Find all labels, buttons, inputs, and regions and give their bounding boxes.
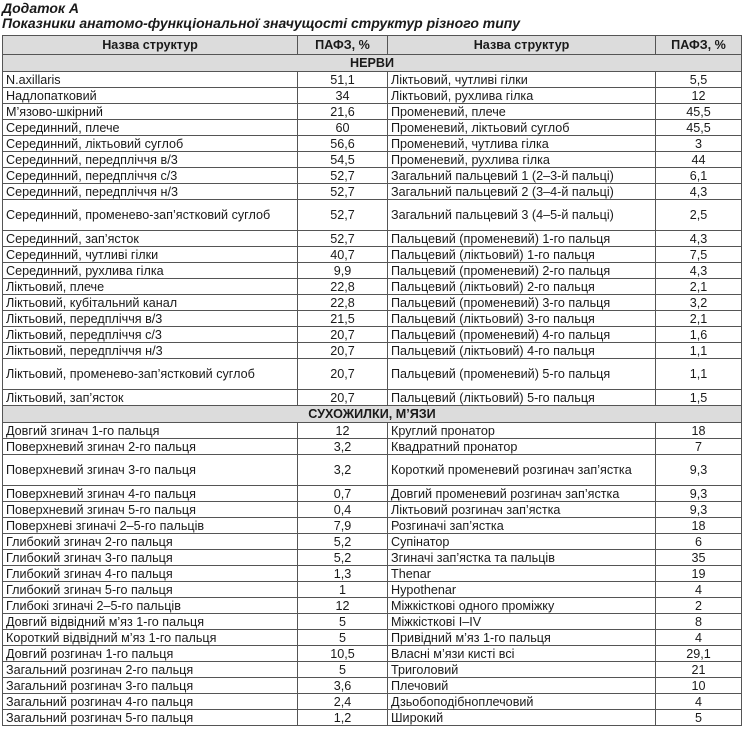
structure-name-cell: Загальний розгинач 5-го пальця	[3, 710, 298, 726]
structure-name-cell: Серединний, передпліччя в/3	[3, 152, 298, 168]
table-caption: Показники анатомо-функціональної значущості структур різного типу	[2, 15, 521, 31]
structure-name-cell: Широкий	[388, 710, 656, 726]
pafz-value-cell: 4,3	[656, 231, 742, 247]
structure-name-cell: М’язово-шкірний	[3, 104, 298, 120]
structure-name-cell: Променевий, плече	[388, 104, 656, 120]
table-row	[3, 390, 742, 406]
structure-name-cell: Ліктьовий, передпліччя с/3	[3, 327, 298, 343]
table-row	[3, 694, 742, 710]
pafz-value-cell: 5,2	[298, 534, 388, 550]
pafz-value-cell: 19	[656, 566, 742, 582]
pafz-value-cell: 4	[656, 694, 742, 710]
table-row	[3, 455, 742, 486]
pafz-value-cell: 22,8	[298, 295, 388, 311]
structure-name-cell: Надлопатковий	[3, 88, 298, 104]
pafz-value-cell: 2	[656, 598, 742, 614]
column-header-pafz-right: ПАФЗ, %	[656, 36, 742, 55]
pafz-value-cell: 1,3	[298, 566, 388, 582]
pafz-value-cell: 3,6	[298, 678, 388, 694]
structure-name-cell: Поверхневий згинач 5-го пальця	[3, 502, 298, 518]
table-row	[3, 279, 742, 295]
structure-name-cell: Короткий відвідний м’яз 1-го пальця	[3, 630, 298, 646]
pafz-value-cell: 3,2	[298, 439, 388, 455]
table-row	[3, 630, 742, 646]
pafz-value-cell: 52,7	[298, 200, 388, 231]
structure-name-cell: Поверхневий згинач 2-го пальця	[3, 439, 298, 455]
pafz-value-cell: 52,7	[298, 231, 388, 247]
structure-name-cell: Триголовий	[388, 662, 656, 678]
pafz-value-cell: 4,3	[656, 184, 742, 200]
structure-name-cell: Згиначі зап’ястка та пальців	[388, 550, 656, 566]
section-header-row	[3, 55, 742, 72]
table-row	[3, 327, 742, 343]
structure-name-cell: Круглий пронатор	[388, 423, 656, 439]
pafz-value-cell: 1,1	[656, 359, 742, 390]
pafz-value-cell: 9,9	[298, 263, 388, 279]
structure-name-cell: Довгий променевий розгинач зап’ястка	[388, 486, 656, 502]
table-row	[3, 152, 742, 168]
structure-name-cell: Довгий згинач 1-го пальця	[3, 423, 298, 439]
table-row	[3, 486, 742, 502]
structure-name-cell: Плечовий	[388, 678, 656, 694]
column-header-structure-right: Назва структур	[388, 36, 656, 55]
structure-name-cell: Пальцевий (променевий) 2-го пальця	[388, 263, 656, 279]
pafz-value-cell: 6,1	[656, 168, 742, 184]
table-row	[3, 343, 742, 359]
structure-name-cell: Серединний, променево-зап’ястковий суглоб	[3, 200, 298, 231]
table-body	[3, 55, 742, 726]
table-row	[3, 598, 742, 614]
structure-name-cell: Променевий, чутлива гілка	[388, 136, 656, 152]
pafz-value-cell: 40,7	[298, 247, 388, 263]
pafz-value-cell: 20,7	[298, 359, 388, 390]
table-row	[3, 200, 742, 231]
pafz-value-cell: 0,7	[298, 486, 388, 502]
table-row	[3, 168, 742, 184]
structure-name-cell: Пальцевий (ліктьовий) 2-го пальця	[388, 279, 656, 295]
structure-name-cell: Пальцевий (променевий) 1-го пальця	[388, 231, 656, 247]
table-row	[3, 120, 742, 136]
table-row	[3, 614, 742, 630]
pafz-value-cell: 1,5	[656, 390, 742, 406]
pafz-value-cell: 5,5	[656, 72, 742, 88]
pafz-value-cell: 2,4	[298, 694, 388, 710]
structure-name-cell: Променевий, ліктьовий суглоб	[388, 120, 656, 136]
column-header-structure-left: Назва структур	[3, 36, 298, 55]
structure-name-cell: N.axillaris	[3, 72, 298, 88]
appendix-title: Додаток А	[2, 0, 80, 16]
structure-name-cell: Загальний розгинач 2-го пальця	[3, 662, 298, 678]
structure-name-cell: Пальцевий (ліктьовий) 1-го пальця	[388, 247, 656, 263]
table-row	[3, 534, 742, 550]
structure-name-cell: Серединний, чутливі гілки	[3, 247, 298, 263]
structure-name-cell: Ліктьовий, чутливі гілки	[388, 72, 656, 88]
structure-name-cell: Пальцевий (ліктьовий) 4-го пальця	[388, 343, 656, 359]
table-row	[3, 311, 742, 327]
structure-name-cell: Короткий променевий розгинач зап’ястка	[388, 455, 656, 486]
structure-name-cell: Загальний пальцевий 3 (4–5-й пальці)	[388, 200, 656, 231]
pafz-value-cell: 34	[298, 88, 388, 104]
structure-name-cell: Ліктьовий розгинач зап’ястка	[388, 502, 656, 518]
table-row	[3, 566, 742, 582]
section-title: НЕРВИ	[3, 55, 742, 72]
section-title: СУХОЖИЛКИ, М’ЯЗИ	[3, 406, 742, 423]
table-row	[3, 72, 742, 88]
structure-name-cell: Пальцевий (променевий) 5-го пальця	[388, 359, 656, 390]
structure-name-cell: Ліктьовий, зап’ясток	[3, 390, 298, 406]
structure-name-cell: Глибокий згинач 3-го пальця	[3, 550, 298, 566]
pafz-value-cell: 21	[656, 662, 742, 678]
pafz-value-cell: 2,5	[656, 200, 742, 231]
structure-name-cell: Власні м’язи кисті всі	[388, 646, 656, 662]
structure-name-cell: Квадратний пронатор	[388, 439, 656, 455]
pafz-value-cell: 6	[656, 534, 742, 550]
structure-name-cell: Променевий, рухлива гілка	[388, 152, 656, 168]
table-row	[3, 662, 742, 678]
structure-name-cell: Ліктьовий, передпліччя в/3	[3, 311, 298, 327]
structure-name-cell: Глибокий згинач 5-го пальця	[3, 582, 298, 598]
pafz-value-cell: 35	[656, 550, 742, 566]
structure-name-cell: Глибокий згинач 2-го пальця	[3, 534, 298, 550]
table-row	[3, 359, 742, 390]
table-row	[3, 295, 742, 311]
table-row	[3, 582, 742, 598]
pafz-value-cell: 9,3	[656, 486, 742, 502]
structure-name-cell: Довгий розгинач 1-го пальця	[3, 646, 298, 662]
structure-name-cell: Ліктьовий, рухлива гілка	[388, 88, 656, 104]
structure-name-cell: Поверхневий згинач 4-го пальця	[3, 486, 298, 502]
pafz-value-cell: 20,7	[298, 327, 388, 343]
structure-name-cell: Серединний, ліктьовий суглоб	[3, 136, 298, 152]
pafz-value-cell: 1,1	[656, 343, 742, 359]
pafz-value-cell: 20,7	[298, 390, 388, 406]
structure-name-cell: Ліктьовий, плече	[3, 279, 298, 295]
pafz-value-cell: 4,3	[656, 263, 742, 279]
structure-name-cell: Серединний, передпліччя с/3	[3, 168, 298, 184]
pafz-value-cell: 12	[298, 423, 388, 439]
column-header-pafz-left: ПАФЗ, %	[298, 36, 388, 55]
table-row	[3, 710, 742, 726]
structure-name-cell: Серединний, передпліччя н/3	[3, 184, 298, 200]
pafz-value-cell: 51,1	[298, 72, 388, 88]
structure-name-cell: Hypothenar	[388, 582, 656, 598]
pafz-value-cell: 12	[656, 88, 742, 104]
structure-name-cell: Загальний розгинач 3-го пальця	[3, 678, 298, 694]
table-row	[3, 88, 742, 104]
structure-name-cell: Супінатор	[388, 534, 656, 550]
pafz-value-cell: 3	[656, 136, 742, 152]
pafz-value-cell: 5	[298, 630, 388, 646]
pafz-value-cell: 21,6	[298, 104, 388, 120]
pafz-value-cell: 3,2	[656, 295, 742, 311]
pafz-value-cell: 2,1	[656, 279, 742, 295]
pafz-value-cell: 60	[298, 120, 388, 136]
pafz-value-cell: 56,6	[298, 136, 388, 152]
pafz-value-cell: 7,9	[298, 518, 388, 534]
structure-name-cell: Міжкісткові I–IV	[388, 614, 656, 630]
pafz-value-cell: 22,8	[298, 279, 388, 295]
pafz-value-cell: 29,1	[656, 646, 742, 662]
pafz-value-cell: 5	[298, 662, 388, 678]
structure-name-cell: Пальцевий (ліктьовий) 3-го пальця	[388, 311, 656, 327]
table-row	[3, 439, 742, 455]
pafz-value-cell: 20,7	[298, 343, 388, 359]
structure-name-cell: Пальцевий (ліктьовий) 5-го пальця	[388, 390, 656, 406]
pafz-value-cell: 10,5	[298, 646, 388, 662]
structure-name-cell: Дзьобоподібноплечовий	[388, 694, 656, 710]
structure-name-cell: Серединний, рухлива гілка	[3, 263, 298, 279]
structure-name-cell: Загальний розгинач 4-го пальця	[3, 694, 298, 710]
structure-name-cell: Загальний пальцевий 2 (3–4-й пальці)	[388, 184, 656, 200]
pafz-value-cell: 3,2	[298, 455, 388, 486]
table-row	[3, 646, 742, 662]
structure-name-cell: Ліктьовий, променево-зап’ястковий суглоб	[3, 359, 298, 390]
table-row	[3, 502, 742, 518]
pafz-value-cell: 7,5	[656, 247, 742, 263]
table-row	[3, 136, 742, 152]
pafz-value-cell: 5	[656, 710, 742, 726]
structure-name-cell: Ліктьовий, кубітальний канал	[3, 295, 298, 311]
table-row	[3, 550, 742, 566]
table-row	[3, 518, 742, 534]
structure-name-cell: Серединний, зап’ясток	[3, 231, 298, 247]
structure-name-cell: Поверхневі згиначі 2–5-го пальців	[3, 518, 298, 534]
pafz-value-cell: 8	[656, 614, 742, 630]
pafz-value-cell: 1	[298, 582, 388, 598]
pafz-value-cell: 5,2	[298, 550, 388, 566]
pafz-value-cell: 4	[656, 582, 742, 598]
pafz-value-cell: 18	[656, 518, 742, 534]
pafz-value-cell: 7	[656, 439, 742, 455]
structure-name-cell: Серединний, плече	[3, 120, 298, 136]
structure-name-cell: Привідний м’яз 1-го пальця	[388, 630, 656, 646]
table-row	[3, 247, 742, 263]
pafz-value-cell: 9,3	[656, 455, 742, 486]
pafz-value-cell: 18	[656, 423, 742, 439]
pafz-value-cell: 1,2	[298, 710, 388, 726]
table-row	[3, 184, 742, 200]
structure-name-cell: Розгиначі зап’ястка	[388, 518, 656, 534]
structure-name-cell: Міжкісткові одного проміжку	[388, 598, 656, 614]
table-row	[3, 263, 742, 279]
structure-name-cell: Глибокий згинач 4-го пальця	[3, 566, 298, 582]
pafz-value-cell: 44	[656, 152, 742, 168]
pafz-value-cell: 52,7	[298, 184, 388, 200]
pafz-value-cell: 9,3	[656, 502, 742, 518]
structure-name-cell: Довгий відвідний м’яз 1-го пальця	[3, 614, 298, 630]
table-row	[3, 678, 742, 694]
table-row	[3, 423, 742, 439]
pafz-value-cell: 52,7	[298, 168, 388, 184]
pafz-value-cell: 0,4	[298, 502, 388, 518]
pafz-table	[2, 35, 742, 726]
structure-name-cell: Загальний пальцевий 1 (2–3-й пальці)	[388, 168, 656, 184]
structure-name-cell: Поверхневий згинач 3-го пальця	[3, 455, 298, 486]
pafz-value-cell: 54,5	[298, 152, 388, 168]
structure-name-cell: Глибокі згиначі 2–5-го пальців	[3, 598, 298, 614]
pafz-value-cell: 4	[656, 630, 742, 646]
structure-name-cell: Пальцевий (променевий) 3-го пальця	[388, 295, 656, 311]
pafz-value-cell: 45,5	[656, 120, 742, 136]
section-header-row	[3, 406, 742, 423]
pafz-value-cell: 10	[656, 678, 742, 694]
table-row	[3, 104, 742, 120]
pafz-value-cell: 1,6	[656, 327, 742, 343]
table-row	[3, 231, 742, 247]
table-header-row	[3, 36, 742, 55]
structure-name-cell: Thenar	[388, 566, 656, 582]
structure-name-cell: Пальцевий (променевий) 4-го пальця	[388, 327, 656, 343]
pafz-value-cell: 12	[298, 598, 388, 614]
pafz-value-cell: 2,1	[656, 311, 742, 327]
pafz-value-cell: 21,5	[298, 311, 388, 327]
pafz-value-cell: 5	[298, 614, 388, 630]
structure-name-cell: Ліктьовий, передпліччя н/3	[3, 343, 298, 359]
pafz-value-cell: 45,5	[656, 104, 742, 120]
